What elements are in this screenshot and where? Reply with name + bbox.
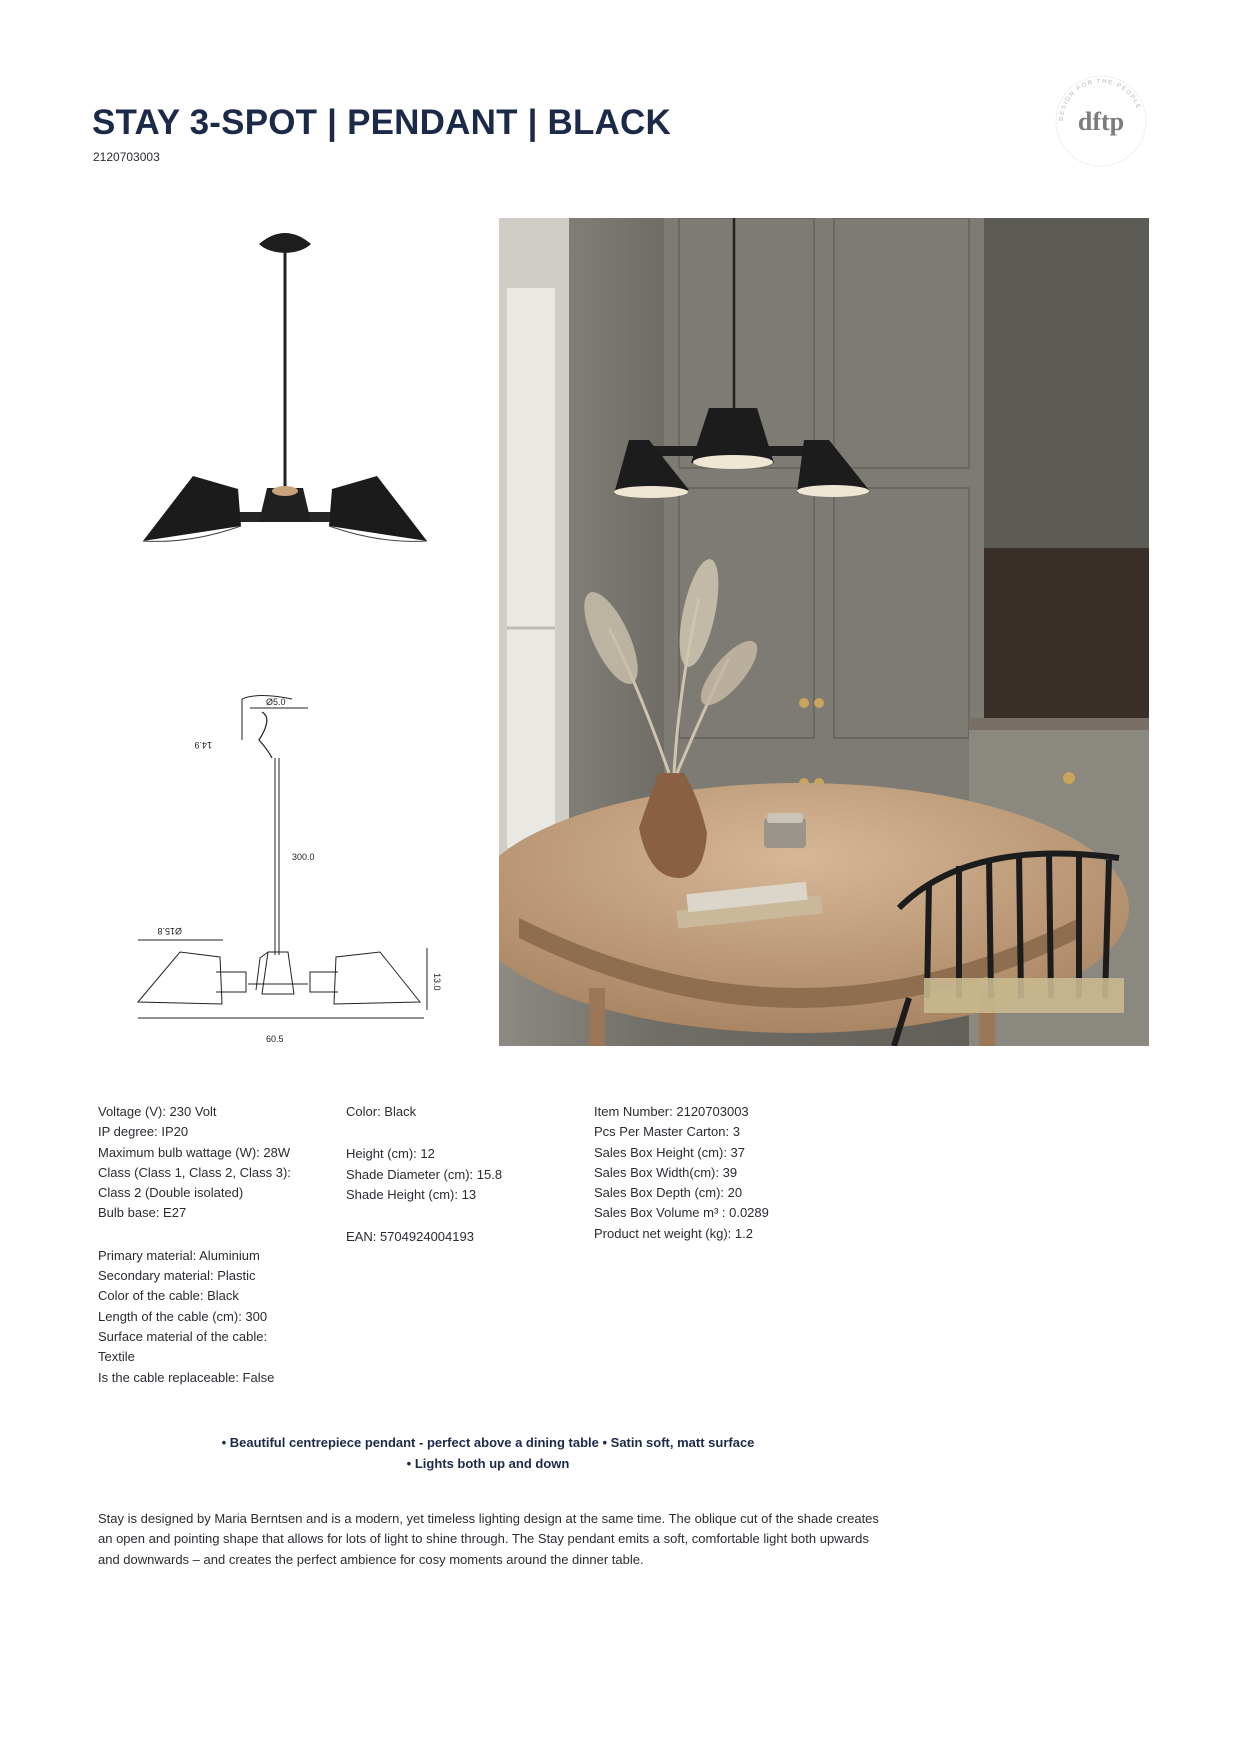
dim-shade-diameter: Ø15.8: [157, 926, 182, 936]
product-photo: [135, 222, 435, 592]
spec-net-weight: Product net weight (kg): 1.2: [594, 1225, 753, 1241]
dim-canopy-diameter: Ø5.0: [266, 697, 286, 707]
spec-ip-degree: IP degree: IP20: [98, 1124, 189, 1140]
product-sku: 2120703003: [93, 150, 160, 164]
specs-column-dimensions: [346, 1102, 502, 1247]
dim-lamp-width: 60.5: [266, 1034, 284, 1044]
feature-line-2: • Lights both up and down: [406, 1455, 570, 1471]
backsplash: [984, 548, 1149, 718]
spec-bulb-base: Bulb base: E27: [98, 1205, 187, 1221]
spec-height: Height (cm): 12: [346, 1146, 435, 1162]
spec-max-wattage: Maximum bulb wattage (W): 28W: [98, 1144, 291, 1160]
spec-shade-diameter: Shade Diameter (cm): 15.8: [346, 1166, 503, 1182]
spec-box-height: Sales Box Height (cm): 37: [594, 1144, 746, 1160]
feature-list: [98, 1433, 878, 1474]
spec-pcs-per-carton: Pcs Per Master Carton: 3: [594, 1124, 740, 1140]
spec-ean: EAN: 5704924004193: [346, 1229, 474, 1245]
spec-cable-length: Length of the cable (cm): 300: [98, 1308, 268, 1324]
brand-logo-ring-text: DESIGN FOR THE PEOPLE: [1058, 78, 1142, 122]
spec-color: Color: Black: [346, 1104, 417, 1119]
spec-cable-surface-value: Textile: [98, 1349, 135, 1365]
window: [507, 288, 555, 848]
pendant-cable: [284, 252, 287, 502]
brand-logo: [1054, 74, 1148, 168]
ceiling-canopy: [259, 233, 311, 253]
room-photo: [499, 218, 1149, 1046]
spec-shade-height: Shade Height (cm): 13: [346, 1186, 477, 1202]
spec-class-value: Class 2 (Double isolated): [98, 1185, 244, 1201]
spec-class-label: Class (Class 1, Class 2, Class 3):: [98, 1164, 291, 1180]
spec-primary-material: Primary material: Aluminium: [98, 1247, 260, 1263]
upper-cabinet: [984, 218, 1149, 548]
center-bulb-glow: [272, 486, 298, 496]
spec-box-depth: Sales Box Depth (cm): 20: [594, 1185, 743, 1201]
specs-column-logistics: [594, 1102, 769, 1244]
dim-cable-length: 300.0: [292, 852, 315, 862]
spec-cable-color: Color of the cable: Black: [98, 1288, 239, 1304]
spec-secondary-material: Secondary material: Plastic: [98, 1268, 256, 1284]
dim-lamp-height: 13.0: [432, 973, 442, 991]
spec-voltage: Voltage (V): 230 Volt: [98, 1104, 217, 1119]
specs-column-electrical: [98, 1102, 291, 1388]
spec-box-width: Sales Box Width(cm): 39: [594, 1164, 738, 1180]
brand-logo-text: dftp: [1077, 107, 1125, 136]
spec-box-volume: Sales Box Volume m³ : 0.0289: [594, 1205, 769, 1221]
product-title: STAY 3-SPOT | PENDANT | BLACK: [92, 103, 671, 142]
feature-line-1: • Beautiful centrepiece pendant - perfect above a dining table • Satin soft, matt surface: [221, 1435, 755, 1450]
product-description: Stay is designed by Maria Berntsen and is a modern, yet timeless lighting design at the same time. The oblique cut of the shade creates an open and pointing shape that allows for lots of light to shine through. The Stay pendant emits a soft, comfortable light both upwards and downwards – and creates the perfect ambience for cosy moments around the dinner table.: [98, 1511, 879, 1567]
dim-canopy-height: 14.9: [194, 740, 212, 750]
spec-cable-surface-label: Surface material of the cable:: [98, 1328, 268, 1344]
spec-item-number: Item Number: 2120703003: [594, 1104, 749, 1119]
spec-cable-replaceable: Is the cable replaceable: False: [98, 1369, 275, 1385]
technical-drawing: [128, 690, 458, 1050]
